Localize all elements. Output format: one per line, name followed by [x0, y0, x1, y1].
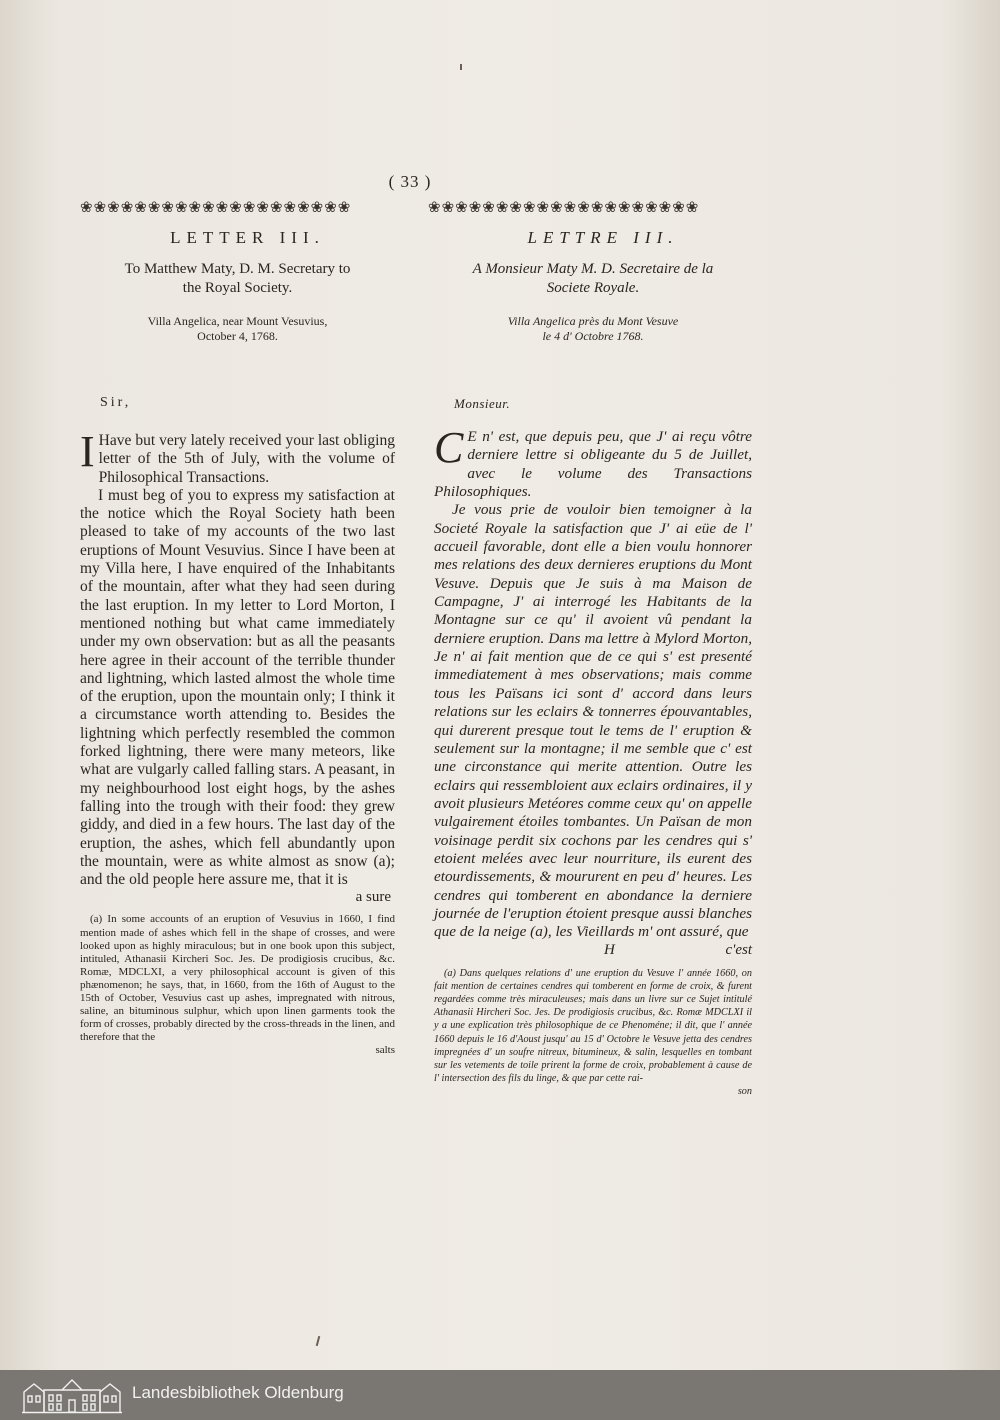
place-line-2: October 4, 1768. — [197, 329, 278, 343]
paragraph-2: Je vous prie de vouloir bien temoigner à la Societé Royale la satisfaction que J' ai eüe de l' accueil favorable, dont elle a bien voulu honnorer mes relations des deux dernieres eruptions du Mont Vesuve. Depuis que Je suis à ma Maison de Campagne, J' ai interrogé les Habitants de la Montagne sur ce qu' il avoient vû pendant la derniere eruption. Dans ma lettre à Mylord Morton, Je n' ai fait mention que de ce qui s' est presenté immediatement à mes observations; mais comme tous les Païsans ici sont d' accord dans leurs relations sur les eclairs & tonnerres épouvantables, qui durerent presque tout le tems de l' eruption & seulement sur la montagne; il me semble que c' est une circonstance qui merite attention. Outre les eclairs qui ressembloient aux eclairs ordinaires, il y avoit plusieurs Metéores comme ceux qu' on appelle vulgairement étoiles tombantes. Un Païsan de mon voisinage perdit six cochons par les cendres qui s' etoient melées avec leur nourriture, ils eurent des etourdissements, & moururent en peu d' heures. Les cendres qui tomberent en abondance la derniere journée de l'eruption étoient presque aussi blanches que de la neige (a), les Vieillards m' ont assuré, que — [434, 501, 752, 941]
library-footer-bar — [0, 1370, 1000, 1420]
footnote-english — [80, 913, 395, 1057]
paragraph-1 — [434, 423, 752, 501]
recipient-english — [80, 260, 395, 298]
signature-mark: H — [604, 941, 615, 958]
english-column — [80, 228, 395, 1057]
footnote-french — [434, 967, 752, 1099]
paragraph-2: I must beg of you to express my satisfaction at the notice which the Royal Society hath been pleased to take of my accounts of the two last eruptions of Mount Vesuvius. Since I have been at my Villa here, I have enquired of the Inhabitants of the mountain, after what they had seen during the last eruption. In my letter to Lord Morton, I mentioned nothing but what came immediately under my own observation: but as all the peasants here agree in their account of the terrible thunder and lightning, which lasted almost the whole time of the eruption, upon the mountain only; I think it a circumstance worth attending to. Besides the lightning which perfectly resembled the common forked lightning, there were many meteors, like what are vulgarly called falling stars. A peasant, in my neighbourhood lost eight hogs, by the ashes falling into the trough with their food: they grew giddy, and died in a few hours. The last day of the eruption, the ashes, which fell abundantly upon the mountain, were as white almost as snow (a); and the old people here assure me, that it is — [80, 486, 395, 889]
salutation-french: Monsieur. — [454, 396, 511, 411]
place-line-1: Villa Angelica, near Mount Vesuvius, — [147, 314, 328, 328]
signature-line-french — [434, 942, 752, 959]
drop-cap: C — [434, 423, 464, 472]
paragraph-1-text: E n' est, que depuis peu, que J' ai reçu vôtre derniere lettre si obligeante du 5 de Juillet, avec le volume des Transactions Philosophiques. — [434, 428, 752, 501]
recipient-french — [434, 260, 752, 298]
recipient-line-2: the Royal Society. — [182, 280, 293, 296]
ornament-border-right: ❀❀❀❀❀❀❀❀❀❀❀❀❀❀❀❀❀❀❀❀ — [428, 199, 700, 215]
library-building-icon — [22, 1376, 122, 1414]
letter-body-french — [434, 423, 752, 942]
recipient-line-1: To Matthew Maty, D. M. Secretary to — [124, 261, 351, 277]
recipient-line-2: Societe Royale. — [546, 280, 640, 296]
ornament-border-left: ❀❀❀❀❀❀❀❀❀❀❀❀❀❀❀❀❀❀❀❀ — [80, 199, 352, 215]
catchword-english: a sure — [355, 889, 391, 906]
salutation-english: Sir, — [100, 395, 132, 410]
letter-body-english — [80, 427, 395, 889]
letter-heading-english: LETTER III. — [170, 228, 325, 247]
catchword-french: c'est — [725, 941, 752, 958]
letter-heading-french: LETTRE III. — [527, 228, 679, 247]
paragraph-1-text: Have but very lately received your last obliging letter of the 5th of July, with the volume of Philosophical Transactions. — [98, 432, 395, 486]
page-number: ( 33 ) — [388, 172, 432, 191]
place-date-french — [434, 314, 752, 344]
footnote-catchword: salts — [375, 1044, 395, 1057]
footnote-catchword: son — [737, 1086, 752, 1098]
footnote-text: (a) In some accounts of an eruption of Vesuvius in 1660, I find mention made of ashes which fell in the shape of crosses, and were looked upon as highly miraculous; but in one book upon this subject, intituled, Athanasii Kircheri Soc. Jes. De prodigiosis crucibus, &c. Romæ, MDCLXI, a very philosophical account is given of this phænomenon; he says, that, in 1660, from the 16th of August to the 15th of October, Vesuvius cast up ashes, impregnated with nitrous, saline, an bituminous sulphur, which upon linen garments took the form of crosses, probably directed by the cross-threads in the linen, and therefore that the — [80, 913, 395, 1044]
recipient-line-1: A Monsieur Maty M. D. Secretaire de la — [472, 261, 714, 277]
paragraph-1 — [80, 427, 395, 487]
paper-speck — [460, 64, 462, 70]
place-line-1: Villa Angelica près du Mont Vesuve — [507, 314, 679, 328]
library-name: Landesbibliothek Oldenburg — [132, 1383, 344, 1402]
paper-speck — [316, 1336, 321, 1346]
french-column — [434, 228, 752, 1099]
drop-cap: I — [80, 427, 95, 476]
footnote-text: (a) Dans quelques relations d' une eruption du Vesuve l' année 1660, on fait mention de certaines cendres qui tomberent en forme de croix, & furent regardées comme très miraculeuses; mais dans un livre sur ce Sujet intitulé Athanasii Hircheri Soc. Jes. De prodigiosis crucibus, &c. Romæ MDCLXI il y a une explication très philosophique de ce Phenoméne; il dit, que l' année 1660 depuis le 16 d'Aoust jusqu' au 15 d' Octobre le Vesuve jetta des cendres impregnées d' un soufre nitreux, bitumineux, & salin, lesquelles en tombant sur les vetements de toile prirent la forme de croix, probablement à cause de l' intersection des fils du linge, & que par cette rai- — [434, 967, 752, 1085]
place-date-english — [80, 314, 395, 344]
place-line-2: le 4 d' Octobre 1768. — [542, 329, 644, 343]
